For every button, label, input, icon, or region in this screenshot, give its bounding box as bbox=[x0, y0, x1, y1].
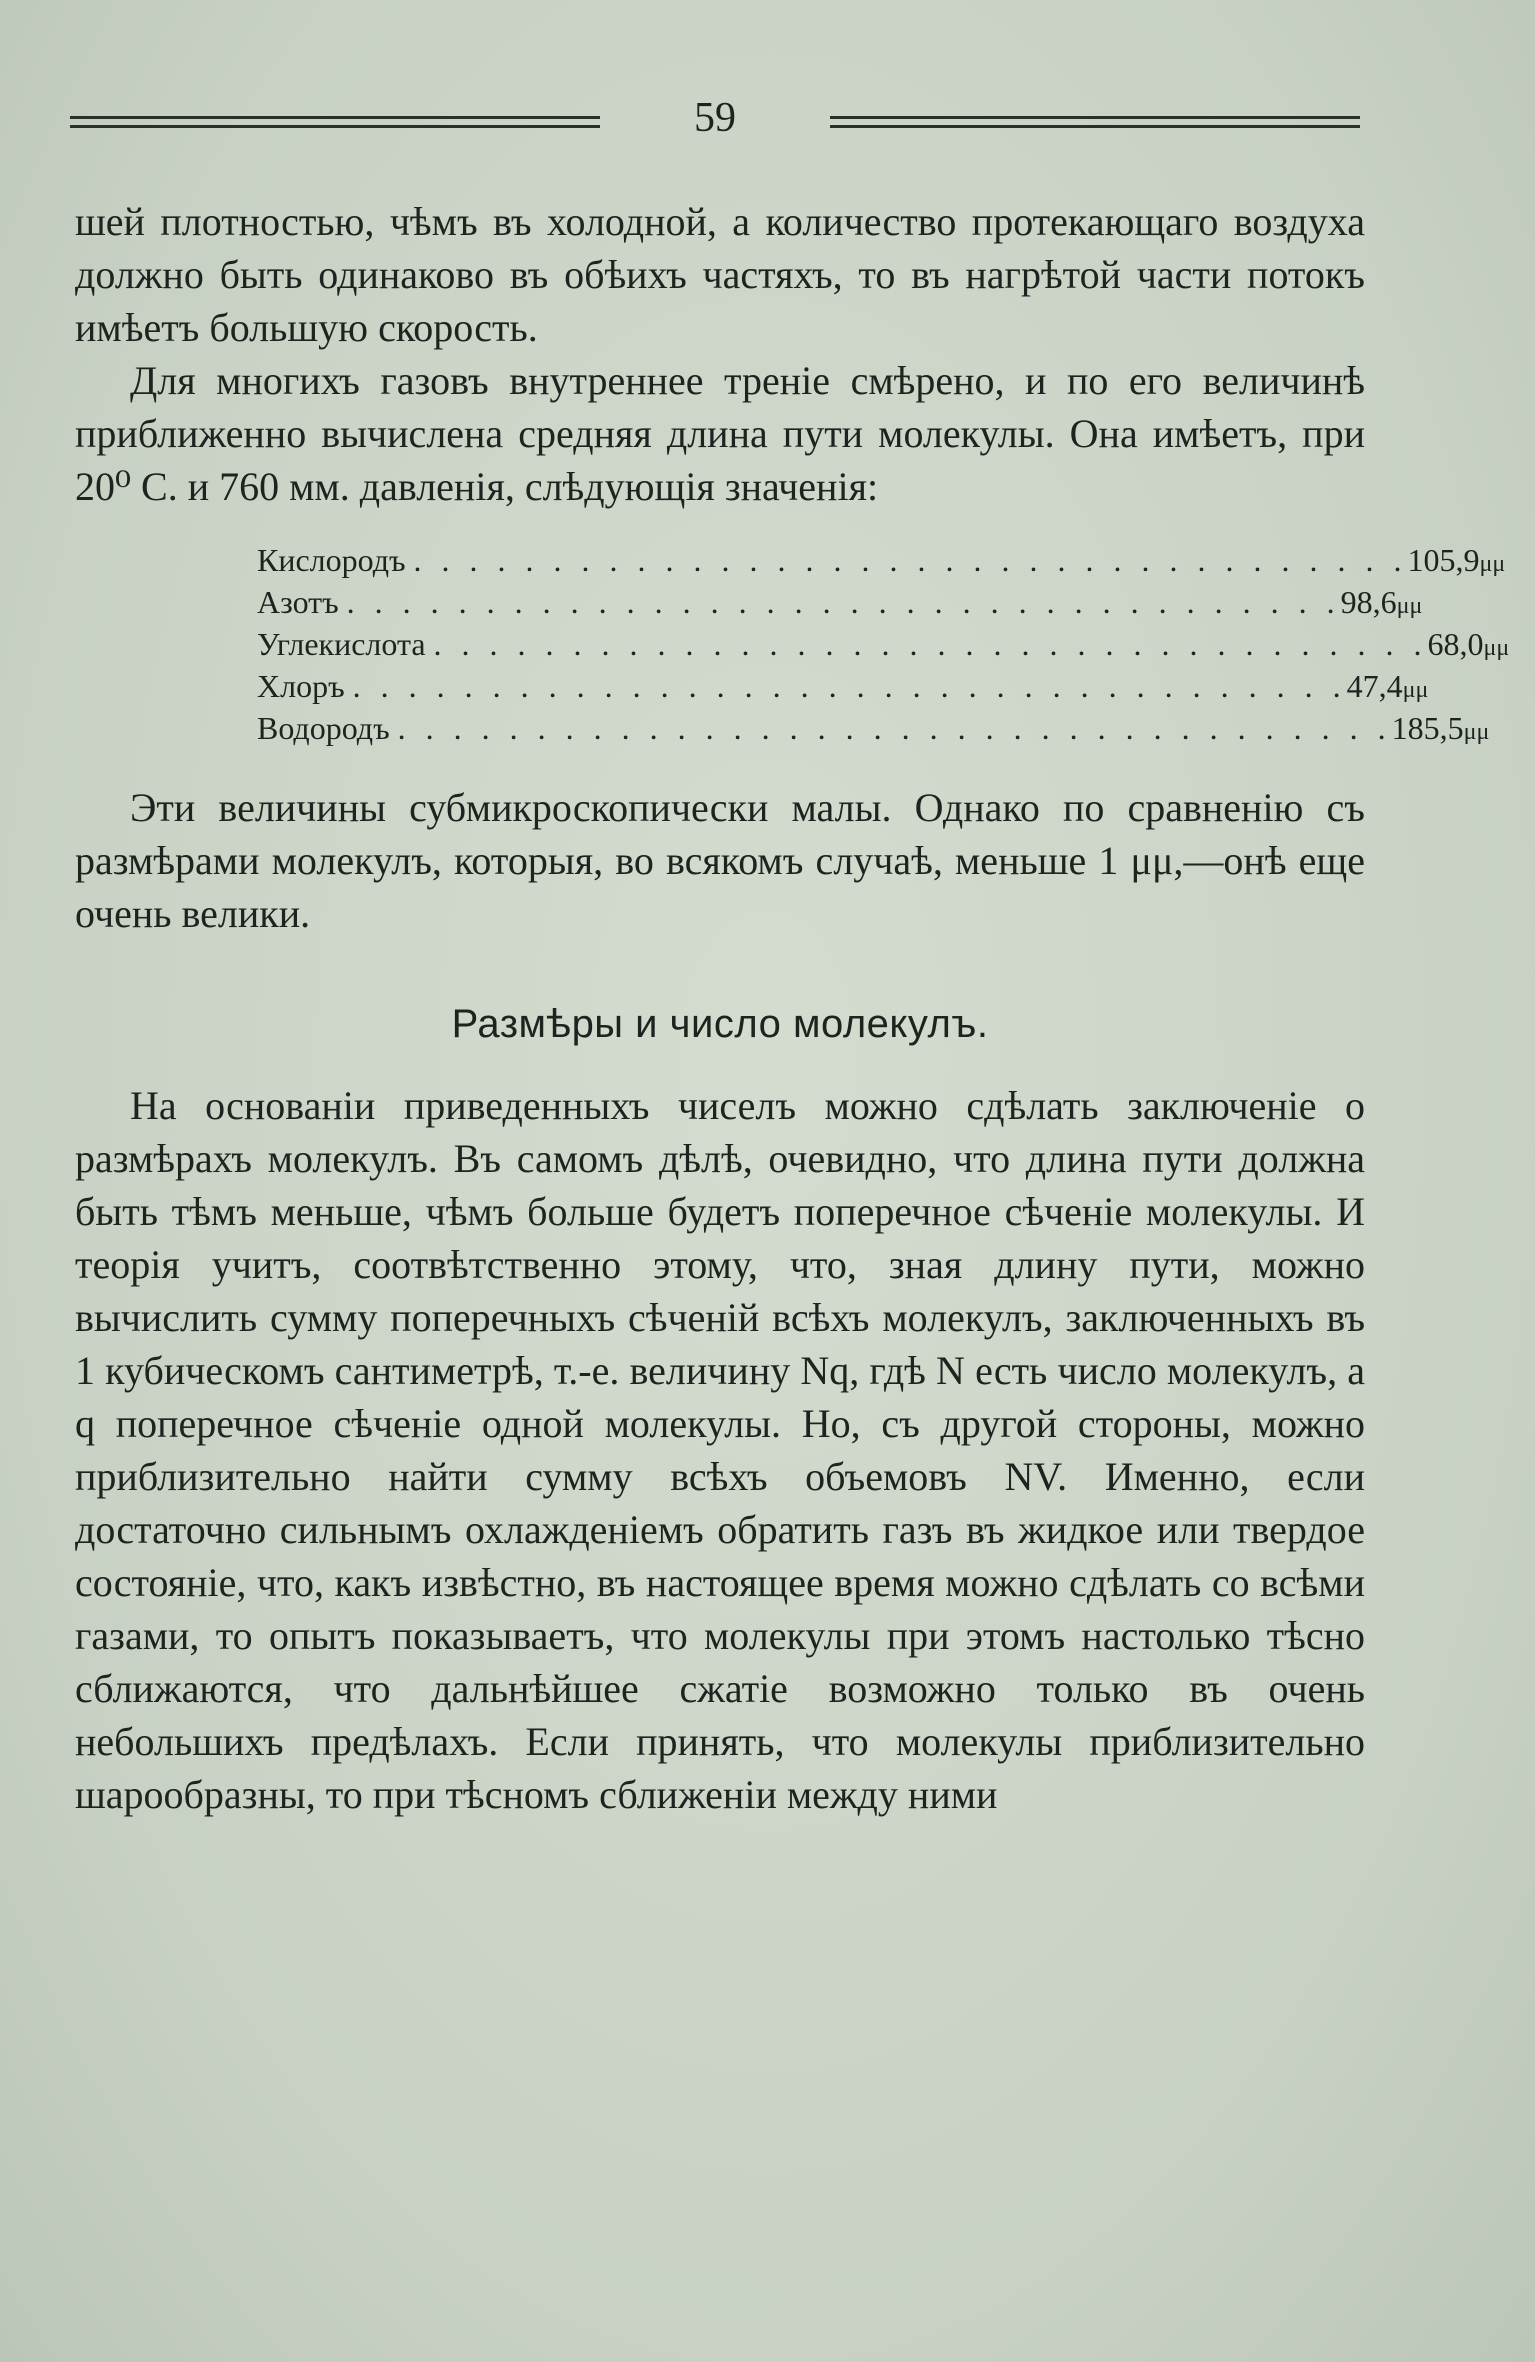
table-row bbox=[257, 583, 1423, 625]
header-rule-right bbox=[830, 116, 1360, 128]
gas-value: 98,6 bbox=[1340, 584, 1397, 620]
table-row bbox=[257, 667, 1429, 709]
paragraph-continued: шей плотностью, чѣмъ въ холодной, а количество протекающаго воздуха должно быть одинаково въ обѣихъ частяхъ, то въ нагрѣтой части потокъ имѣетъ большую скорость. bbox=[75, 199, 1365, 350]
paragraph-molecule-size: На основанiи приведенныхъ чиселъ можно сдѣлать заключенiе о размѣрахъ молекулъ. Въ самомъ дѣлѣ, очевидно, что длина пути должна быть тѣмъ меньше, чѣмъ больше будетъ поперечное сѣченiе молекулы. И теорiя учитъ, соотвѣтственно этому, что, зная длину пути, можно вычислить сумму поперечныхъ сѣченiй всѣхъ молекулъ, заключенныхъ въ 1 кубическомъ сантиметрѣ, т.-е. величину Nq, гдѣ N есть число молекулъ, а q поперечное сѣченiе одной молекулы. Но, съ другой стороны, можно приблизительно найти сумму всѣхъ объемовъ NV. Именно, если достаточно сильнымъ охлажденiемъ обратить газъ въ жидкое или твердое состоянiе, что, какъ извѣстно, въ настоящее время можно сдѣлать со всѣми газами, то опытъ показываетъ, что молекулы при этомъ настолько тѣсно сближаются, что дальнѣйшее сжатiе возможно только въ очень небольшихъ предѣлахъ. Если принять, что молекулы приблизительно шарообразны, то при тѣсномъ сближенiи между ними bbox=[75, 1083, 1365, 1817]
gas-unit: μμ bbox=[1402, 677, 1429, 703]
gas-value: 105,9 bbox=[1407, 542, 1480, 578]
path-length-table bbox=[257, 541, 1510, 751]
paragraph-path-length: Для многихъ газовъ внутреннее тренiе смѣрено, и по его величинѣ приближенно вычислена средняя длина пути молекулы. Она имѣетъ, при 20⁰ С. и 760 мм. давленiя, слѣдующiя значенiя: bbox=[75, 358, 1365, 509]
page-number: 59 bbox=[694, 95, 736, 141]
gas-name: Кислородъ bbox=[257, 542, 406, 578]
table-row bbox=[257, 709, 1490, 751]
leader-dots: . . . . . . . . . . . . . . . . . . . . . . . . . . . . . . . . . . . . bbox=[346, 584, 1341, 620]
section-heading: Размѣры и число молекулъ. bbox=[451, 1002, 989, 1046]
gas-value: 185,5 bbox=[1391, 710, 1464, 746]
page-header bbox=[70, 95, 1360, 150]
gas-unit: μμ bbox=[1479, 551, 1506, 577]
gas-name: Хлоръ bbox=[257, 668, 345, 704]
table-row bbox=[257, 625, 1510, 667]
gas-unit: μμ bbox=[1463, 719, 1490, 745]
leader-dots: . . . . . . . . . . . . . . . . . . . . . . . . . . . . . . . . . . . . bbox=[397, 710, 1392, 746]
table-row bbox=[257, 541, 1506, 583]
gas-name: Водородъ bbox=[257, 710, 390, 746]
leader-dots: . . . . . . . . . . . . . . . . . . . . . . . . . . . . . . . . . . . . bbox=[413, 542, 1408, 578]
page-body bbox=[75, 195, 1510, 1821]
leader-dots: . . . . . . . . . . . . . . . . . . . . . . . . . . . . . . . . . . . . bbox=[352, 668, 1347, 704]
gas-name: Углекислота bbox=[257, 626, 426, 662]
gas-unit: μμ bbox=[1483, 635, 1510, 661]
gas-value: 47,4 bbox=[1346, 668, 1403, 704]
paragraph-submicroscopic: Эти величины субмикроскопически малы. Однако по сравненiю съ размѣрами молекулъ, которыя, во всякомъ случаѣ, меньше 1 μμ,—онѣ еще очень велики. bbox=[75, 785, 1365, 936]
gas-unit: μμ bbox=[1396, 593, 1423, 619]
gas-value: 68,0 bbox=[1427, 626, 1484, 662]
leader-dots: . . . . . . . . . . . . . . . . . . . . . . . . . . . . . . . . . . . . bbox=[433, 626, 1428, 662]
gas-name: Азотъ bbox=[257, 584, 339, 620]
